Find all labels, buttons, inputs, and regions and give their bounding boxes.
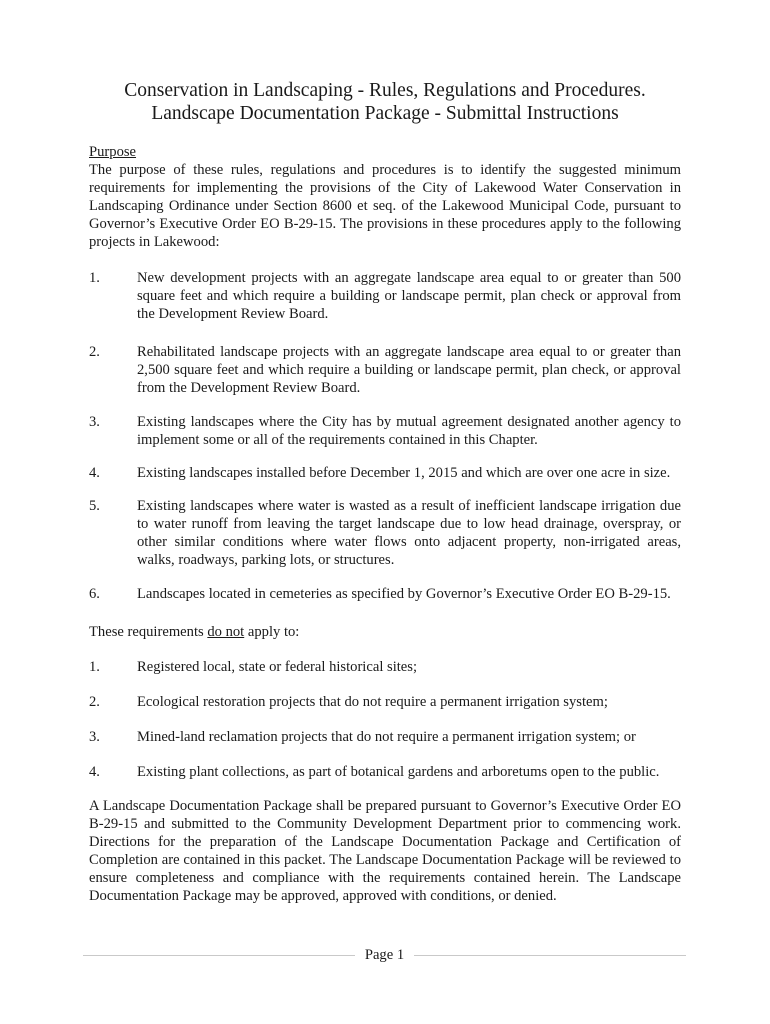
purpose-paragraph: The purpose of these rules, regulations and procedures is to identify the suggested minimum requirements for implementing the provisions of the City of Lakewood Water Conservation in Landscaping Ordinance under Section 8600 et seq. of the Lakewood Municipal Code, pursuant to Governor’s Executive Order EO B-29-15. The provisions in these procedures apply to the following projects in Lakewood: bbox=[89, 162, 681, 250]
list-item-number: 2. bbox=[89, 694, 100, 710]
list-item-number: 4. bbox=[89, 764, 100, 780]
list-item-number: 1. bbox=[89, 270, 100, 286]
list-item-number: 3. bbox=[89, 414, 100, 430]
page-number: Page 1 bbox=[364, 947, 405, 963]
not-apply-emphasis: do not bbox=[207, 624, 245, 640]
list-item-number: 3. bbox=[89, 729, 100, 745]
list-item-text: Existing landscapes where the City has by mutual agreement designated another agency to implement some or all of the requirements contained in this Chapter. bbox=[137, 414, 681, 448]
list-item-text: Mined-land reclamation projects that do not require a permanent irrigation system; or bbox=[137, 729, 636, 745]
list-item-number: 2. bbox=[89, 344, 100, 360]
apply-list-item bbox=[89, 585, 681, 603]
list-item-text: Existing plant collections, as part of botanical gardens and arboretums open to the public. bbox=[137, 764, 660, 780]
not-apply-list-item bbox=[89, 693, 681, 711]
list-item-number: 1. bbox=[89, 659, 100, 675]
list-item-text: New development projects with an aggregate landscape area equal to or greater than 500 square feet and which require a building or landscape permit, plan check or approval from the Development Review Board. bbox=[137, 270, 681, 322]
list-item-text: Existing landscapes where water is wasted as a result of inefficient landscape irrigation due to water runoff from leaving the target landscape due to low head drainage, overspray, or other similar conditions where water flows onto adjacent property, non-irrigated areas, walks, roadways, parking lots, or structures. bbox=[137, 498, 681, 568]
apply-list-item bbox=[89, 497, 681, 569]
apply-list-item bbox=[89, 464, 681, 482]
apply-list-item bbox=[89, 413, 681, 449]
apply-list-item bbox=[89, 343, 681, 397]
list-item-text: Registered local, state or federal historical sites; bbox=[137, 659, 418, 675]
list-item-number: 6. bbox=[89, 586, 100, 602]
footer-divider-left bbox=[83, 955, 355, 956]
list-item-text: Rehabilitated landscape projects with an aggregate landscape area equal to or greater than 2,500 square feet and which require a building or landscape permit, plan check, or approval from the Development Review Board. bbox=[137, 344, 681, 396]
footer-divider-right bbox=[414, 955, 686, 956]
not-apply-list-item bbox=[89, 658, 681, 676]
closing-paragraph: A Landscape Documentation Package shall be prepared pursuant to Governor’s Executive Order EO B-29-15 and submitted to the Community Development Department prior to commencing work. Directions for the preparation of the Landscape Documentation Package and Certification of Completion are contained in this packet. The Landscape Documentation Package will be reviewed to ensure completeness and compliance with the requirements contained herein. The Landscape Documentation Package may be approved, approved with conditions, or denied. bbox=[89, 798, 681, 904]
list-item-number: 5. bbox=[89, 498, 100, 514]
list-item-text: Existing landscapes installed before December 1, 2015 and which are over one acre in size. bbox=[137, 465, 671, 481]
list-item-number: 4. bbox=[89, 465, 100, 481]
list-item-text: Ecological restoration projects that do not require a permanent irrigation system; bbox=[137, 694, 608, 710]
purpose-heading: Purpose bbox=[89, 144, 137, 160]
apply-list-item bbox=[89, 269, 681, 323]
not-apply-intro bbox=[89, 623, 681, 641]
not-apply-prefix: These requirements bbox=[89, 624, 208, 640]
document-title-line1: Conservation in Landscaping - Rules, Regulations and Procedures. bbox=[124, 80, 646, 101]
list-item-text: Landscapes located in cemeteries as specified by Governor’s Executive Order EO B-29-15. bbox=[137, 586, 671, 602]
not-apply-list-item bbox=[89, 728, 681, 746]
not-apply-list-item bbox=[89, 763, 681, 781]
document-title-line2: Landscape Documentation Package - Submittal Instructions bbox=[151, 103, 619, 124]
not-apply-suffix: apply to: bbox=[244, 624, 300, 640]
